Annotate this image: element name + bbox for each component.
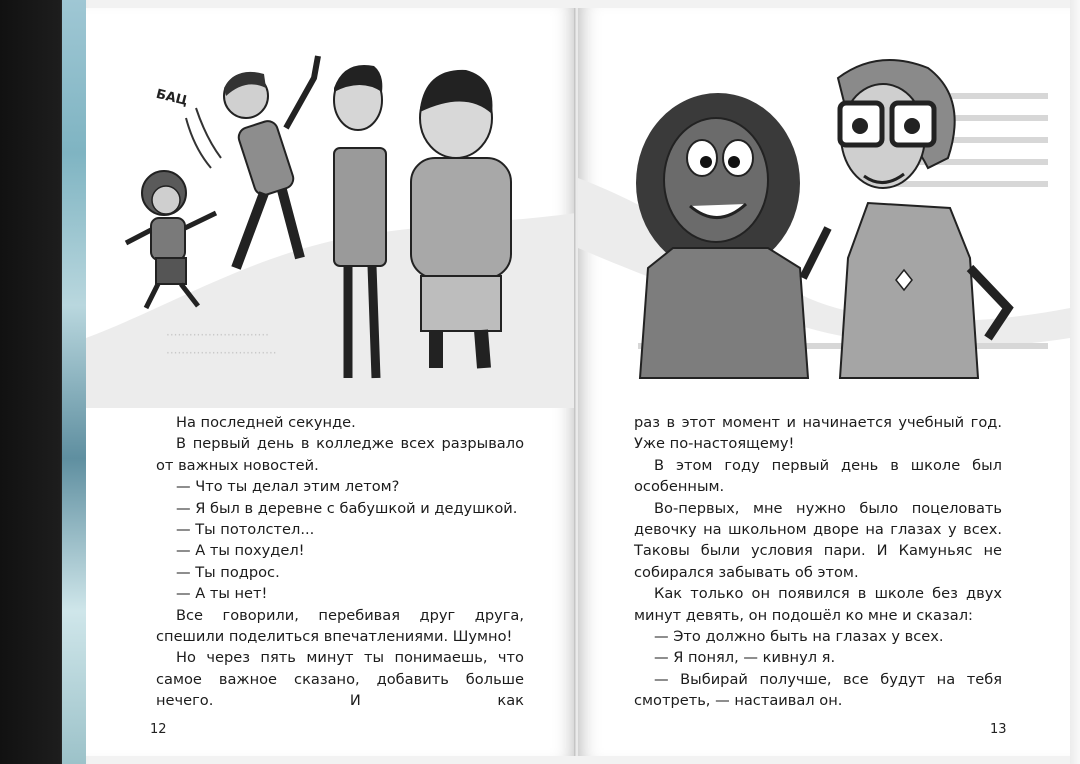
- page-number: 13: [990, 722, 1007, 737]
- dialogue-line: — Ты подрос.: [176, 563, 280, 581]
- dialogue-line: — Я понял, — кивнул я.: [654, 649, 836, 667]
- right-page-text: [634, 412, 1002, 712]
- sfx-text: БАЦ: [154, 86, 190, 110]
- left-page: [86, 8, 577, 756]
- dialogue-line: — А ты нет!: [176, 585, 268, 603]
- paragraph: раз в этот момент и начинается учебный год. Уже по-настоящему!: [634, 414, 1002, 453]
- leaning-boy-figure: [224, 56, 318, 268]
- paragraph: Но через пять минут ты понимаешь, что самое важное сказано, добавить больше нечего. И как: [156, 649, 524, 710]
- big-boy-figure: [411, 70, 511, 368]
- motion-line-icon: [186, 118, 211, 168]
- dialogue-line: — А ты похудел!: [176, 542, 305, 560]
- paragraph: Во-первых, мне нужно было поцеловать девочку на школьном дворе на глазах у всех. Таковы были условия пари. И Камуньяс не собирался забывать об этом.: [634, 499, 1002, 581]
- scan-right-edge: [1070, 0, 1080, 764]
- page-number: 12: [150, 722, 167, 737]
- paragraph: В этом году первый день в школе был особенным.: [634, 456, 1002, 496]
- paragraph: В первый день в колледже всех разрывало от важных новостей.: [156, 435, 524, 474]
- bleed-through-text: ··························· ·····························: [166, 328, 277, 360]
- right-page: [578, 8, 1070, 756]
- paragraph: На последней секунде.: [176, 414, 356, 431]
- right-page-illustration: [578, 8, 1070, 408]
- dialogue-line: — Выбирай получше, все будут на тебя смотреть, — настаивал он.: [634, 670, 1002, 710]
- book-cover-edge: [62, 0, 86, 764]
- paragraph: Все говорили, перебивая друг друга, спешили поделиться впечатлениями. Шумно!: [156, 606, 524, 646]
- dialogue-line: — Ты потолстел...: [176, 521, 315, 539]
- paragraph: Как только он появился в школе без двух минут девять, он подошёл ко мне и сказал:: [634, 585, 1002, 624]
- curly-hair-girl-figure: [636, 93, 828, 378]
- dialogue-line: — Это должно быть на глазах у всех.: [654, 628, 944, 646]
- left-page-text: [156, 412, 524, 712]
- dialogue-line: — Я был в деревне с бабушкой и дедушкой.: [176, 499, 518, 517]
- dialogue-line: — Что ты делал этим летом?: [176, 478, 400, 496]
